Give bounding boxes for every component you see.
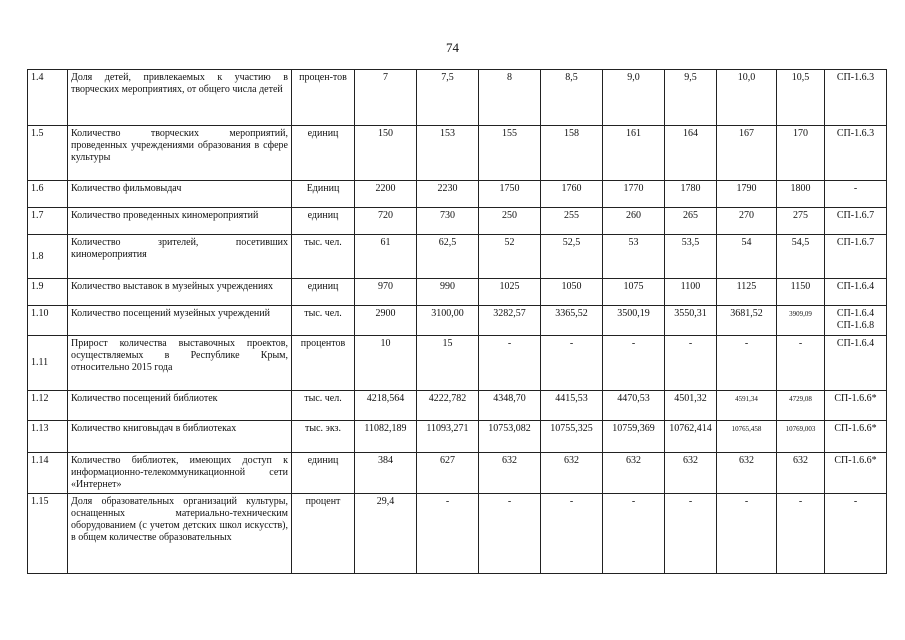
value-cell: 627: [417, 453, 479, 494]
value-cell: 10762,414: [665, 421, 717, 453]
unit-of-measure: процент: [292, 494, 355, 574]
value-cell: -: [665, 336, 717, 391]
value-cell: 970: [355, 279, 417, 306]
value-cell: -: [665, 494, 717, 574]
unit-of-measure: тыс. экз.: [292, 421, 355, 453]
reference-cell: [825, 70, 887, 126]
unit-of-measure: единиц: [292, 279, 355, 306]
indicator-name: Количество творческих мероприятий, проведенных учреждениями образования в сфере культуры: [68, 126, 292, 181]
value-cell: -: [541, 494, 603, 574]
value-cell: 1760: [541, 181, 603, 208]
value-cell: 62,5: [417, 235, 479, 279]
value-cell: 9,5: [665, 70, 717, 126]
unit-of-measure: тыс. чел.: [292, 391, 355, 421]
table-row: [28, 70, 887, 126]
reference-code: СП-1.6.7: [836, 237, 875, 248]
value-cell: 3550,31: [665, 306, 717, 336]
reference-code: СП-1.6.7: [836, 210, 875, 221]
value-cell: 632: [665, 453, 717, 494]
value-cell: 53: [603, 235, 665, 279]
table-row: [28, 453, 887, 494]
value-cell: 11093,271: [417, 421, 479, 453]
value-cell: 632: [603, 453, 665, 494]
value-cell: 10759,369: [603, 421, 665, 453]
indicator-name: Доля детей, привлекаемых к участию в творческих мероприятиях, от общего числа детей: [68, 70, 292, 126]
value-cell: 161: [603, 126, 665, 181]
unit-of-measure: тыс. чел.: [292, 235, 355, 279]
row-number: 1.4: [28, 70, 68, 126]
reference-cell: [825, 336, 887, 391]
value-cell: 10,5: [777, 70, 825, 126]
indicator-name: Количество зрителей, посетивших киномероприятия: [68, 235, 292, 279]
value-cell: 2900: [355, 306, 417, 336]
row-number: 1.9: [28, 279, 68, 306]
value-cell: 10753,082: [479, 421, 541, 453]
table-row: [28, 279, 887, 306]
value-cell: 1025: [479, 279, 541, 306]
value-cell: -: [777, 494, 825, 574]
value-cell: 158: [541, 126, 603, 181]
table-row: [28, 235, 887, 279]
unit-of-measure: тыс. чел.: [292, 306, 355, 336]
table-row: [28, 306, 887, 336]
value-cell: 4501,32: [665, 391, 717, 421]
value-cell: 270: [717, 208, 777, 235]
row-number: 1.6: [28, 181, 68, 208]
value-cell: 2200: [355, 181, 417, 208]
value-cell: 632: [479, 453, 541, 494]
value-cell: 15: [417, 336, 479, 391]
value-cell: 61: [355, 235, 417, 279]
value-cell: 54: [717, 235, 777, 279]
row-number: 1.8: [28, 235, 68, 279]
value-cell: 150: [355, 126, 417, 181]
value-cell: 52: [479, 235, 541, 279]
indicator-name: Количество посещений музейных учреждений: [68, 306, 292, 336]
value-cell: -: [717, 336, 777, 391]
value-cell: 1770: [603, 181, 665, 208]
value-cell: 3500,19: [603, 306, 665, 336]
value-cell: 250: [479, 208, 541, 235]
value-cell: 29,4: [355, 494, 417, 574]
value-cell: 7,5: [417, 70, 479, 126]
value-cell: -: [479, 336, 541, 391]
value-cell: 53,5: [665, 235, 717, 279]
value-cell: 10755,325: [541, 421, 603, 453]
value-cell: 1075: [603, 279, 665, 306]
table-row: [28, 494, 887, 574]
reference-code: СП-1.6.3: [836, 72, 875, 83]
value-cell: 1780: [665, 181, 717, 208]
table-row: [28, 391, 887, 421]
unit-of-measure: единиц: [292, 126, 355, 181]
table-row: [28, 126, 887, 181]
row-number: 1.11: [28, 336, 68, 391]
value-cell: 3365,52: [541, 306, 603, 336]
value-cell: 3909,09: [777, 306, 825, 336]
value-cell: 164: [665, 126, 717, 181]
value-cell: 10,0: [717, 70, 777, 126]
indicator-name: Прирост количества выставочных проектов, осуществляемых в Республике Крым, относительно 2015 года: [68, 336, 292, 391]
unit-of-measure: процен-тов: [292, 70, 355, 126]
reference-code: СП-1.6.3: [836, 128, 875, 139]
reference-code: СП-1.6.4: [836, 281, 875, 292]
value-cell: 632: [777, 453, 825, 494]
indicator-name: Количество посещений библиотек: [68, 391, 292, 421]
value-cell: 275: [777, 208, 825, 235]
table-row: [28, 336, 887, 391]
value-cell: 167: [717, 126, 777, 181]
reference-code: СП-1.6.6*: [834, 455, 877, 466]
value-cell: -: [603, 336, 665, 391]
value-cell: 1800: [777, 181, 825, 208]
row-number: 1.13: [28, 421, 68, 453]
value-cell: 384: [355, 453, 417, 494]
reference-cell: [825, 279, 887, 306]
value-cell: -: [541, 336, 603, 391]
reference-code: -: [853, 496, 858, 507]
value-cell: 4348,70: [479, 391, 541, 421]
value-cell: 153: [417, 126, 479, 181]
row-number: 1.7: [28, 208, 68, 235]
value-cell: 260: [603, 208, 665, 235]
value-cell: 10: [355, 336, 417, 391]
value-cell: 2230: [417, 181, 479, 208]
value-cell: 11082,189: [355, 421, 417, 453]
unit-of-measure: Единиц: [292, 181, 355, 208]
reference-cell: [825, 126, 887, 181]
table-row: [28, 421, 887, 453]
unit-of-measure: единиц: [292, 208, 355, 235]
value-cell: 1750: [479, 181, 541, 208]
value-cell: 52,5: [541, 235, 603, 279]
table-row: [28, 181, 887, 208]
reference-cell: [825, 421, 887, 453]
indicator-name: Количество фильмовыдач: [68, 181, 292, 208]
indicator-name: Количество библиотек, имеющих доступ к информационно-телекоммуникационной сети «Интернет»: [68, 453, 292, 494]
value-cell: -: [603, 494, 665, 574]
value-cell: 4222,782: [417, 391, 479, 421]
value-cell: 3681,52: [717, 306, 777, 336]
unit-of-measure: процентов: [292, 336, 355, 391]
unit-of-measure: единиц: [292, 453, 355, 494]
value-cell: 4218,564: [355, 391, 417, 421]
indicator-name: Количество проведенных киномероприятий: [68, 208, 292, 235]
row-number: 1.15: [28, 494, 68, 574]
reference-code: -: [853, 183, 858, 194]
reference-cell: [825, 181, 887, 208]
value-cell: 632: [717, 453, 777, 494]
value-cell: 10765,458: [717, 421, 777, 453]
value-cell: 255: [541, 208, 603, 235]
indicators-table: [27, 69, 887, 574]
value-cell: 7: [355, 70, 417, 126]
indicator-name: Количество выставок в музейных учреждениях: [68, 279, 292, 306]
value-cell: 1150: [777, 279, 825, 306]
value-cell: 9,0: [603, 70, 665, 126]
value-cell: 265: [665, 208, 717, 235]
reference-cell: [825, 391, 887, 421]
value-cell: -: [777, 336, 825, 391]
value-cell: 4470,53: [603, 391, 665, 421]
reference-code: СП-1.6.4: [836, 338, 875, 349]
value-cell: 1100: [665, 279, 717, 306]
reference-cell: [825, 235, 887, 279]
value-cell: 54,5: [777, 235, 825, 279]
value-cell: 10769,003: [777, 421, 825, 453]
value-cell: 1125: [717, 279, 777, 306]
value-cell: 3282,57: [479, 306, 541, 336]
row-number: 1.14: [28, 453, 68, 494]
reference-code: СП-1.6.4: [836, 308, 875, 319]
table-body: [28, 70, 887, 574]
value-cell: 3100,00: [417, 306, 479, 336]
reference-cell: [825, 208, 887, 235]
table-row: [28, 208, 887, 235]
row-number: 1.5: [28, 126, 68, 181]
reference-code: СП-1.6.8: [836, 320, 875, 331]
value-cell: 1790: [717, 181, 777, 208]
value-cell: 155: [479, 126, 541, 181]
reference-cell: [825, 494, 887, 574]
indicator-name: Количество книговыдач в библиотеках: [68, 421, 292, 453]
reference-code: СП-1.6.6*: [834, 423, 877, 434]
value-cell: 730: [417, 208, 479, 235]
row-number: 1.10: [28, 306, 68, 336]
value-cell: 4729,08: [777, 391, 825, 421]
reference-cell: [825, 306, 887, 336]
indicator-name: Доля образовательных организаций культуры, оснащенных материально-техническим оборудованием (с учетом детских школ искусств), в общем количестве образовательных: [68, 494, 292, 574]
value-cell: 4415,53: [541, 391, 603, 421]
value-cell: 720: [355, 208, 417, 235]
reference-code: СП-1.6.6*: [834, 393, 877, 404]
value-cell: 8: [479, 70, 541, 126]
value-cell: 1050: [541, 279, 603, 306]
value-cell: 8,5: [541, 70, 603, 126]
value-cell: 4591,34: [717, 391, 777, 421]
value-cell: 170: [777, 126, 825, 181]
value-cell: -: [417, 494, 479, 574]
value-cell: -: [479, 494, 541, 574]
reference-cell: [825, 453, 887, 494]
value-cell: 632: [541, 453, 603, 494]
page-number: 74: [446, 40, 459, 55]
value-cell: -: [717, 494, 777, 574]
row-number: 1.12: [28, 391, 68, 421]
value-cell: 990: [417, 279, 479, 306]
